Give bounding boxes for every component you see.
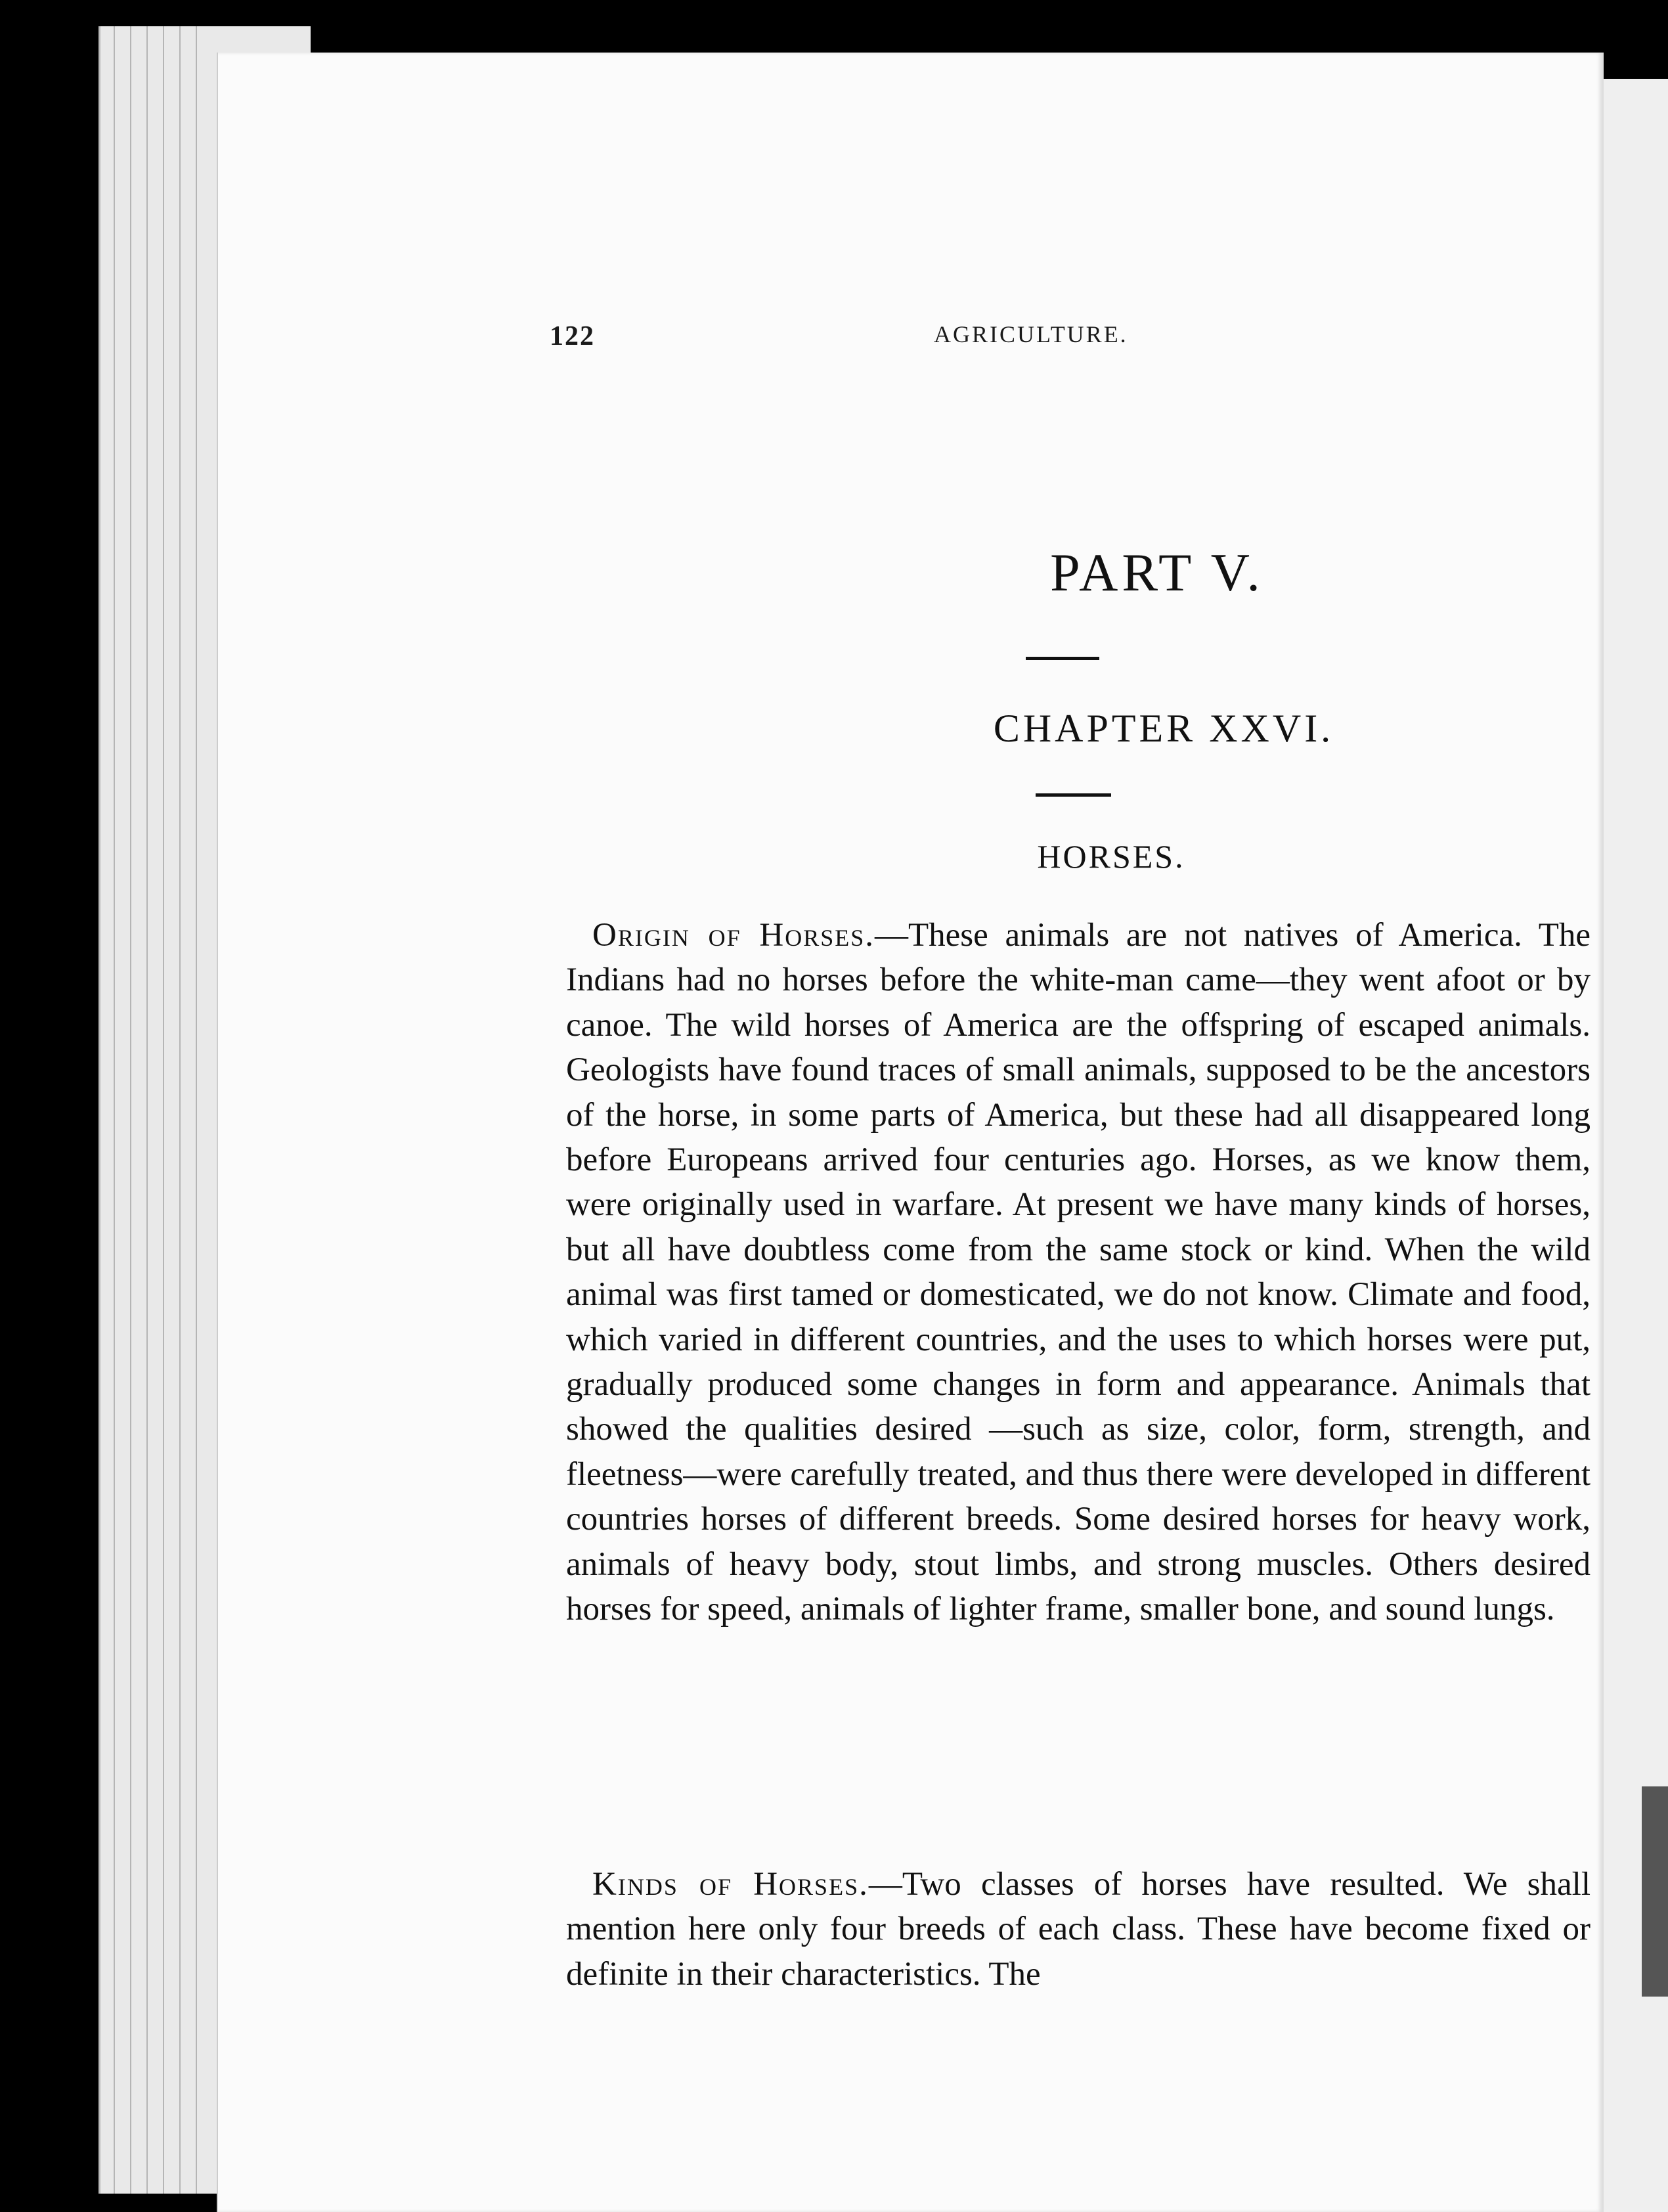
- page-edge: [130, 26, 131, 2194]
- page-edge: [146, 26, 148, 2194]
- page-edge: [196, 26, 197, 2194]
- paragraph-body: —Two classes of horses have resulted. We shall mention here only four breeds of each class. These have become fixed or definite in their characteristics. The: [566, 1866, 1591, 1993]
- chapter-title: CHAPTER XXVI.: [993, 707, 1334, 750]
- facing-page-photo: [1642, 1786, 1668, 1997]
- page-number: 122: [550, 321, 595, 351]
- divider-rule: [1036, 793, 1111, 797]
- paragraph-body: —These animals are not natives of America. The Indians had no horses before the white-man came—they went afoot or by canoe. The wild horses of America are the offspring of escaped animals. Geologists have found traces of small animals, supposed to be the ancestors of the horse, in some parts of America, but these had all disappeared long before Europeans arrived four centuries ago. Horses, as we know them, were originally used in warfare. At present we have many kinds of horses, but all have doubtless come from the same stock or kind. When the wild animal was first tamed or domesticated, we do not know. Climate and food, which varied in different countries, and the uses to which horses were put, gradually produced some changes in form and appearance. Animals that showed the qualities desired —such as size, color, form, strength, and fleetness—were carefully treated, and thus there were developed in different countries horses of different breeds. Some desired horses for heavy work, animals of heavy body, stout limbs, and strong muscles. Others desired horses for speed, animals of lighter frame, smaller bone, and sound lungs.: [566, 917, 1591, 1628]
- page-edge: [114, 26, 115, 2194]
- book-page: [217, 53, 1604, 2212]
- part-title: PART V.: [1050, 542, 1264, 602]
- page-edge: [163, 26, 164, 2194]
- running-head: [218, 321, 1604, 360]
- page-edge: [179, 26, 181, 2194]
- running-title: AGRICULTURE.: [934, 321, 1128, 347]
- section-title: HORSES.: [1037, 838, 1185, 875]
- paragraph-kinds-of-horses: [566, 1862, 1591, 1997]
- paragraph-origin-of-horses: [566, 913, 1591, 1632]
- divider-rule: [1026, 657, 1099, 660]
- paragraph-lead-in: Kinds of Horses.: [592, 1866, 869, 1903]
- paragraph-lead-in: Origin of Horses.: [592, 917, 875, 954]
